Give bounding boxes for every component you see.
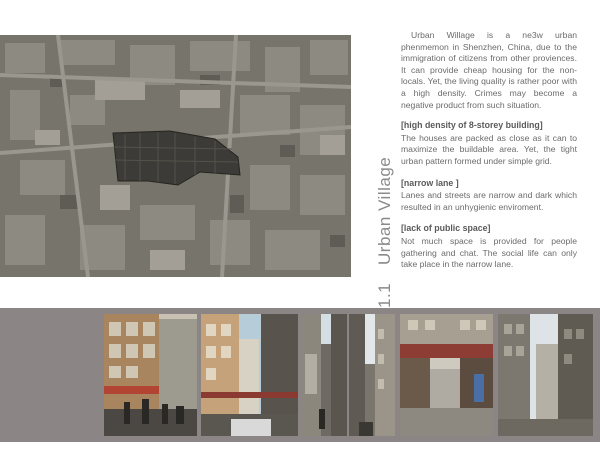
photo-strip <box>0 308 600 442</box>
section-public-space <box>401 223 577 270</box>
street-photo-1 <box>104 314 197 436</box>
section-density-title: [high density of 8-storey building] <box>401 120 543 131</box>
section-public-space-body: Not much space is provided for people gathering and chat. The social life can only take place in the narrow lane. <box>401 235 577 270</box>
street-photo-6 <box>498 314 593 436</box>
section-heading <box>352 156 402 310</box>
intro-paragraph: Urban Willage is a ne3w urban phenmemon in Shenzhen, China, due to the immigration of citizens from other proviences. It can provide cheap housing for the non-locals. Yet, the living quality is rather poor with a high density. Crimes may become a negative product from such situation. <box>401 30 577 110</box>
street-photo-3 <box>301 314 347 436</box>
aerial-map-image <box>0 35 351 277</box>
section-density-body: The houses are packed as close as it can to maximize the buildable area. Yet, the tight urban pattern formed under simple grid. <box>401 132 577 166</box>
text-column <box>401 30 577 281</box>
section-title: Urban Village <box>375 156 394 265</box>
section-narrow-lane-title: [narrow lane ] <box>401 177 459 188</box>
street-photo-2 <box>201 314 298 436</box>
section-public-space-title: [lack of public space] <box>401 223 491 234</box>
section-density <box>401 120 577 167</box>
section-narrow-lane <box>401 178 577 214</box>
section-number: 1.1 <box>375 282 394 308</box>
street-photo-5 <box>400 314 493 436</box>
street-photo-4 <box>349 314 395 436</box>
section-narrow-lane-body: Lanes and streets are narrow and dark which resulted in an unhygienic enviroment. <box>401 190 577 212</box>
